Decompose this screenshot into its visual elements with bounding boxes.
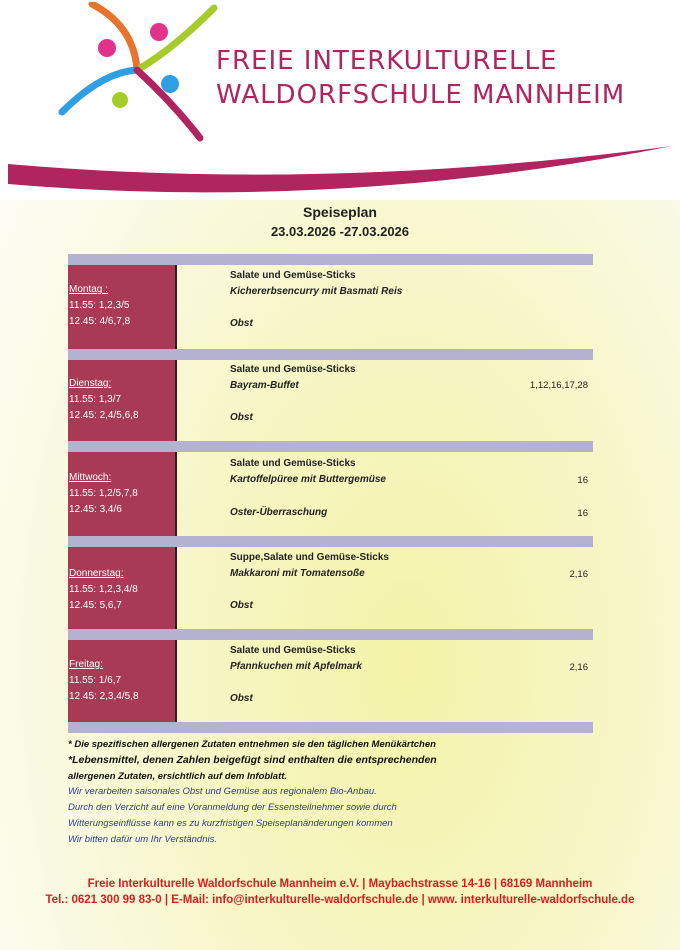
meal-main: Bayram-Buffet <box>230 380 299 391</box>
meal-dessert: Obst <box>230 318 253 329</box>
day-name: Mittwoch: <box>69 472 112 483</box>
footer-contact: Tel.: 0621 300 99 83-0 | E-Mail: info@interkulturelle-waldorfschule.de | www. interkulturelle-waldorfschule.de <box>45 894 635 906</box>
date-range: 23.03.2026 -27.03.2026 <box>270 224 410 239</box>
note-line: allergenen Zutaten, ersichtlich auf dem Infoblatt. <box>68 770 288 782</box>
meal-main: Kartoffelpüree mit Buttergemüse <box>230 474 386 485</box>
meal-dessert: Oster-Überraschung <box>230 507 328 518</box>
separator-band <box>68 349 593 360</box>
note-line: Wir verarbeiten saisonales Obst und Gemüse aus regionalem Bio-Anbau. <box>68 786 377 798</box>
separator-band <box>68 722 593 733</box>
time-slot: 12.45: 3,4/6 <box>69 504 122 515</box>
time-slot: 11.55: 1,2,3,4/8 <box>69 584 138 595</box>
time-slot: 12.45: 2,4/5,6,8 <box>69 410 139 421</box>
time-slot: 11.55: 1,2,3/5 <box>69 300 130 311</box>
day-info <box>69 657 139 705</box>
time-slot: 12.45: 4/6,7,8 <box>69 316 131 327</box>
time-slot: 11.55: 1/6,7 <box>69 675 122 686</box>
meal-dessert: Obst <box>230 600 253 611</box>
separator-band <box>68 629 593 640</box>
allergen-codes: 2,16 <box>569 569 588 580</box>
meal-main: Kichererbsencurry mit Basmati Reis <box>230 286 403 297</box>
meal-side: Salate und Gemüse-Sticks <box>230 364 356 375</box>
school-name: FREIE INTERKULTURELLE WALDORFSCHULE MANNHEIM <box>216 46 626 110</box>
day-name: Freitag: <box>69 659 103 670</box>
note-line: Wir bitten dafür um Ihr Verständnis. <box>68 833 217 845</box>
day-info <box>69 566 138 614</box>
day-info <box>69 282 130 330</box>
meal-dessert: Obst <box>230 693 253 704</box>
footer-address: Freie Interkulturelle Waldorfschule Mannheim e.V. | Maybachstrasse 14-16 | 68169 Mannheim <box>87 878 593 890</box>
page-title: Speiseplan <box>303 204 377 220</box>
school-logo-icon <box>52 2 222 142</box>
day-name: Montag : <box>69 284 108 295</box>
day-info <box>69 470 138 518</box>
day-info <box>69 376 139 424</box>
allergen-codes: 2,16 <box>569 662 588 673</box>
note-line: *Lebensmittel, denen Zahlen beigefügt sind enthalten die entsprechenden <box>68 753 437 766</box>
separator-band <box>68 536 593 547</box>
note-line: * Die spezifischen allergenen Zutaten entnehmen sie den täglichen Menükärtchen <box>68 739 436 750</box>
day-name: Dienstag: <box>69 378 112 389</box>
time-slot: 11.55: 1,2/5,7,8 <box>69 488 138 499</box>
day-name: Donnerstag: <box>69 568 124 579</box>
allergen-codes: 16 <box>577 475 588 486</box>
meal-side: Salate und Gemüse-Sticks <box>230 645 356 656</box>
meal-main: Pfannkuchen mit Apfelmark <box>230 661 362 672</box>
meal-dessert: Obst <box>230 412 253 423</box>
allergen-codes: 1,12,16,17,28 <box>529 380 588 391</box>
meal-main: Makkaroni mit Tomatensoße <box>230 568 365 579</box>
time-slot: 12.45: 2,3,4/5,8 <box>69 691 139 702</box>
header-swoosh <box>0 140 680 200</box>
meal-side: Suppe,Salate und Gemüse-Sticks <box>230 552 389 563</box>
meal-side: Salate und Gemüse-Sticks <box>230 270 356 281</box>
allergen-codes: 16 <box>577 508 588 519</box>
note-line: Witterungseinflüsse kann es zu kurzfristigen Speiseplanänderungen kommen <box>68 817 393 829</box>
time-slot: 12.45: 5,6,7 <box>69 600 122 611</box>
separator-band <box>68 441 593 452</box>
notes-section <box>68 737 628 848</box>
letterhead <box>0 0 680 200</box>
time-slot: 11.55: 1,3/7 <box>69 394 122 405</box>
meal-side: Salate und Gemüse-Sticks <box>230 458 356 469</box>
separator-band <box>68 254 593 265</box>
note-line: Durch den Verzicht auf eine Voranmeldung der Essensteilnehmer sowie durch <box>68 802 397 814</box>
